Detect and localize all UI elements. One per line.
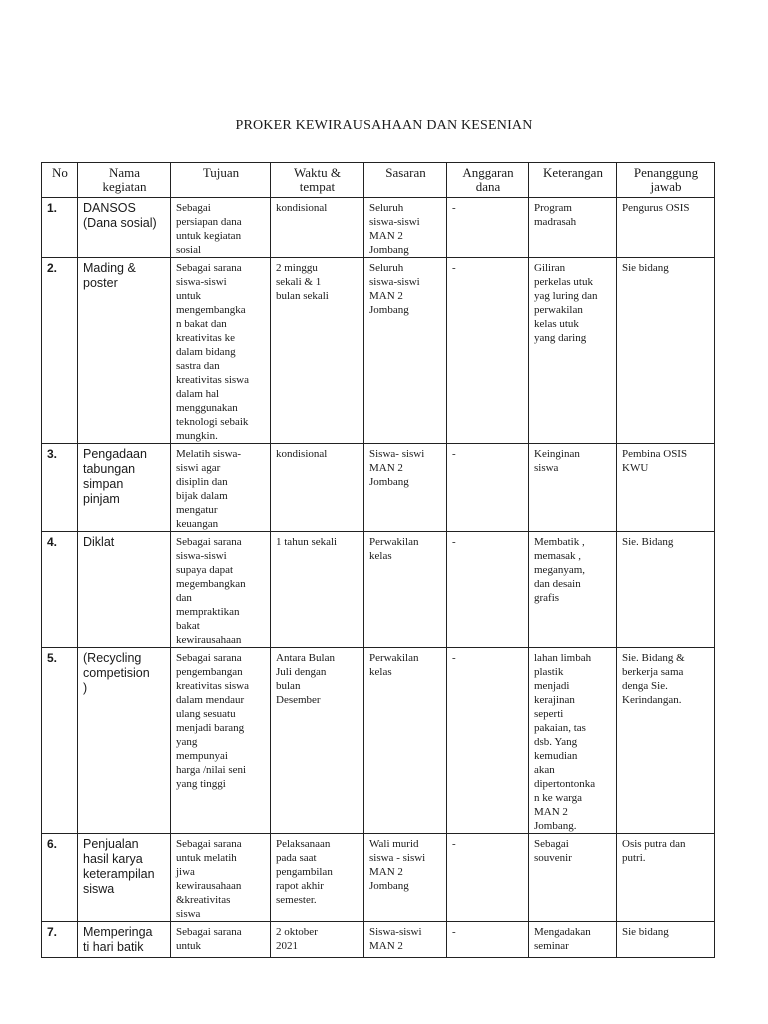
- table-row: [42, 198, 715, 258]
- row-sasaran: Siswa- siswi MAN 2 Jombang: [364, 444, 447, 532]
- row-nama-kegiatan: Mading & poster: [78, 258, 171, 444]
- header-waktu-tempat: Waktu & tempat: [271, 163, 364, 198]
- table-row: [42, 648, 715, 834]
- proker-table: [41, 162, 715, 958]
- row-waktu-tempat: 1 tahun sekali: [271, 532, 364, 648]
- row-nama-kegiatan: Memperinga ti hari batik: [78, 922, 171, 958]
- row-tujuan: Sebagai sarana siswa-siswi untuk mengembangka n bakat dan kreativitas ke dalam bidang sastra dan kreativitas siswa dalam hal menggunakan teknologi sebaik mungkin.: [171, 258, 271, 444]
- row-anggaran-dana: -: [447, 648, 529, 834]
- row-penanggung-jawab: Pembina OSIS KWU: [617, 444, 715, 532]
- row-no: 2.: [42, 258, 78, 444]
- row-no: 3.: [42, 444, 78, 532]
- row-no: 6.: [42, 834, 78, 922]
- row-tujuan: Melatih siswa- siswi agar disiplin dan bijak dalam mengatur keuangan: [171, 444, 271, 532]
- row-anggaran-dana: -: [447, 834, 529, 922]
- table-header-row: [42, 163, 715, 198]
- row-tujuan: Sebagai sarana untuk melatih jiwa kewirausahaan &kreativitas siswa: [171, 834, 271, 922]
- header-sasaran: Sasaran: [364, 163, 447, 198]
- row-keterangan: Program madrasah: [529, 198, 617, 258]
- row-anggaran-dana: -: [447, 444, 529, 532]
- row-nama-kegiatan: (Recycling competision ): [78, 648, 171, 834]
- row-nama-kegiatan: DANSOS (Dana sosial): [78, 198, 171, 258]
- header-nama-kegiatan: Nama kegiatan: [78, 163, 171, 198]
- row-anggaran-dana: -: [447, 532, 529, 648]
- row-waktu-tempat: Antara Bulan Juli dengan bulan Desember: [271, 648, 364, 834]
- row-sasaran: Seluruh siswa-siswi MAN 2 Jombang: [364, 198, 447, 258]
- row-tujuan: Sebagai sarana pengembangan kreativitas siswa dalam mendaur ulang sesuatu menjadi barang yang mempunyai harga /nilai seni yang tinggi: [171, 648, 271, 834]
- row-tujuan: Sebagai sarana siswa-siswi supaya dapat megembangkan dan mempraktikan bakat kewirausahaan: [171, 532, 271, 648]
- row-penanggung-jawab: Pengurus OSIS: [617, 198, 715, 258]
- row-waktu-tempat: kondisional: [271, 444, 364, 532]
- row-keterangan: Membatik , memasak , meganyam, dan desain grafis: [529, 532, 617, 648]
- header-tujuan: Tujuan: [171, 163, 271, 198]
- row-sasaran: Wali murid siswa - siswi MAN 2 Jombang: [364, 834, 447, 922]
- row-keterangan: Mengadakan seminar: [529, 922, 617, 958]
- row-waktu-tempat: 2 minggu sekali & 1 bulan sekali: [271, 258, 364, 444]
- row-sasaran: Perwakilan kelas: [364, 648, 447, 834]
- row-no: 7.: [42, 922, 78, 958]
- table-row: [42, 532, 715, 648]
- row-tujuan: Sebagai sarana untuk: [171, 922, 271, 958]
- row-sasaran: Seluruh siswa-siswi MAN 2 Jombang: [364, 258, 447, 444]
- table-row: [42, 258, 715, 444]
- header-penanggung-jawab: Penanggung jawab: [617, 163, 715, 198]
- table-row: [42, 922, 715, 958]
- row-anggaran-dana: -: [447, 198, 529, 258]
- row-keterangan: Keinginan siswa: [529, 444, 617, 532]
- header-no: No: [42, 163, 78, 198]
- row-sasaran: Siswa-siswi MAN 2: [364, 922, 447, 958]
- page-title: PROKER KEWIRAUSAHAAN DAN KESENIAN: [235, 118, 533, 133]
- row-waktu-tempat: Pelaksanaan pada saat pengambilan rapot akhir semester.: [271, 834, 364, 922]
- row-waktu-tempat: 2 oktober 2021: [271, 922, 364, 958]
- row-no: 1.: [42, 198, 78, 258]
- row-nama-kegiatan: Penjualan hasil karya keterampilan siswa: [78, 834, 171, 922]
- row-no: 4.: [42, 532, 78, 648]
- header-anggaran-dana: Anggaran dana: [447, 163, 529, 198]
- row-keterangan: lahan limbah plastik menjadi kerajinan seperti pakaian, tas dsb. Yang kemudian akan dipertontonka n ke warga MAN 2 Jombang.: [529, 648, 617, 834]
- table-row: [42, 834, 715, 922]
- row-anggaran-dana: -: [447, 258, 529, 444]
- row-sasaran: Perwakilan kelas: [364, 532, 447, 648]
- row-anggaran-dana: -: [447, 922, 529, 958]
- row-penanggung-jawab: Sie bidang: [617, 258, 715, 444]
- row-keterangan: Giliran perkelas utuk yag luring dan perwakilan kelas utuk yang daring: [529, 258, 617, 444]
- row-penanggung-jawab: Sie bidang: [617, 922, 715, 958]
- row-tujuan: Sebagai persiapan dana untuk kegiatan sosial: [171, 198, 271, 258]
- row-waktu-tempat: kondisional: [271, 198, 364, 258]
- row-penanggung-jawab: Osis putra dan putri.: [617, 834, 715, 922]
- row-no: 5.: [42, 648, 78, 834]
- table-row: [42, 444, 715, 532]
- row-penanggung-jawab: Sie. Bidang & berkerja sama denga Sie. Kerindangan.: [617, 648, 715, 834]
- row-nama-kegiatan: Diklat: [78, 532, 171, 648]
- header-keterangan: Keterangan: [529, 163, 617, 198]
- row-nama-kegiatan: Pengadaan tabungan simpan pinjam: [78, 444, 171, 532]
- row-keterangan: Sebagai souvenir: [529, 834, 617, 922]
- row-penanggung-jawab: Sie. Bidang: [617, 532, 715, 648]
